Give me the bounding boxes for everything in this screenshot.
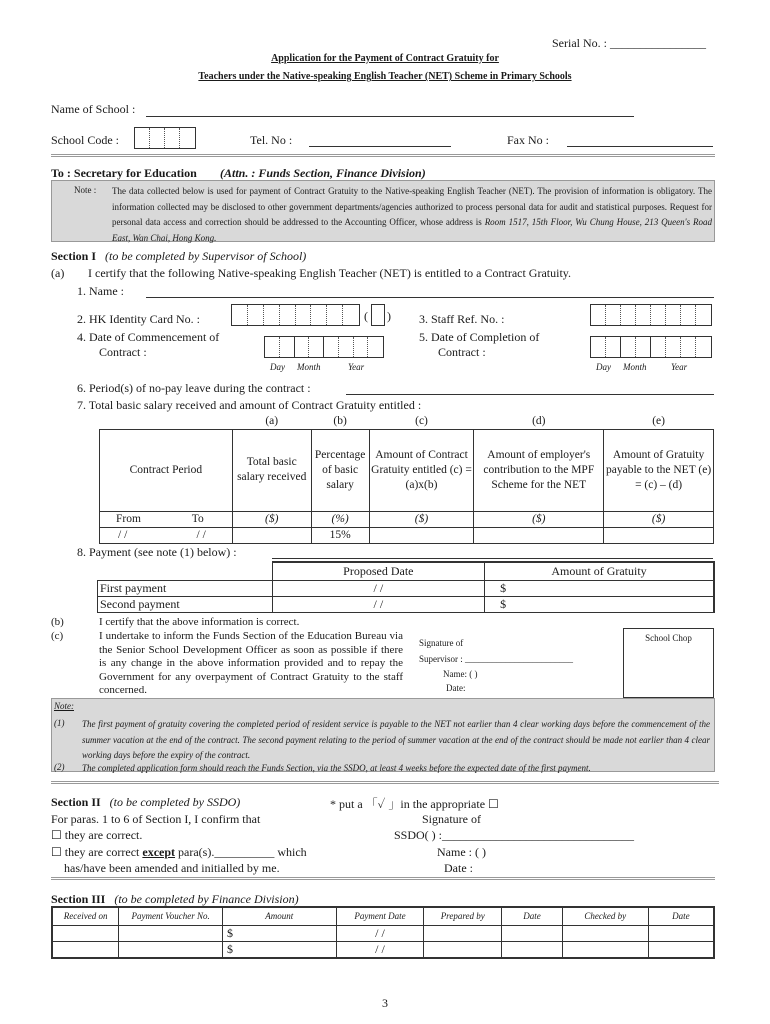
form-title-line2: Teachers under the Native-speaking English Teacher (NET) Scheme in Primary Schools xyxy=(198,71,572,82)
hkid-check-paren-open: ( xyxy=(364,309,368,323)
school-chop-label: School Chop xyxy=(645,633,692,643)
section3-heading: Section III (to be completed by Finance Division) xyxy=(51,892,299,906)
date-cell[interactable] xyxy=(502,925,563,941)
header-mpf-contribution: Amount of employer's contribution to the MPF Scheme for the NET xyxy=(474,429,604,511)
from-to-header xyxy=(100,511,233,527)
serial-no: Serial No. : ________________ xyxy=(552,36,706,50)
completion-year-caption: Year xyxy=(671,362,688,372)
prepared-by-cell[interactable] xyxy=(424,925,502,941)
note1-text: The first payment of gratuity covering the completed period of resident service is payable to the NET not earlier than 4 clear working days before the commencement of the summer vacation at the end of the contract. The second payment relating to the period of summer vacation at the end of the contract should be made not earlier than 4 clear working days before the expiry of the contract. xyxy=(82,719,710,760)
school-name-field[interactable] xyxy=(146,116,634,117)
divider xyxy=(51,781,719,784)
amount-header: Amount of Gratuity xyxy=(485,562,714,580)
school-name-label: Name of School : xyxy=(51,102,136,116)
header-voucher-no: Payment Voucher No. xyxy=(119,907,223,925)
privacy-note-text: The data collected below is used for payment of Contract Gratuity to the Native-speaking English Teacher (NET). The provision of information is obligatory. The information collected may be disclosed to other government departments/agencies authorized to process personal data for audit and statistical purposes. Request for personal data access and correction should be addressed to the Accounting Officer, whose address is Room 1517, 15th Floor, Wu Chung House, 213 Queen's Road East, Wan Chai, Hong Kong. xyxy=(112,186,712,243)
privacy-note-label: Note : xyxy=(74,185,97,195)
option-except-checkbox[interactable]: ☐ they are correct except para(s).__________ which xyxy=(51,845,307,859)
voucher-no-cell[interactable] xyxy=(119,941,223,958)
completion-date-field[interactable] xyxy=(590,336,712,358)
q5-label-line1: 5. Date of Completion of xyxy=(419,330,540,344)
fax-field[interactable] xyxy=(567,146,713,147)
header-date: Date xyxy=(502,907,563,925)
amount-cell[interactable]: $ xyxy=(223,925,337,941)
supervisor-signature-of: Signature of xyxy=(419,638,464,648)
item-b-text: I certify that the above information is correct. xyxy=(99,616,300,628)
from-label: From xyxy=(116,513,141,525)
section1-heading: Section I (to be completed by Supervisor of School) xyxy=(51,249,307,263)
second-payment-date[interactable]: / / xyxy=(272,596,484,612)
unit-b: (%) xyxy=(311,511,369,527)
header-checked-by: Checked by xyxy=(562,907,648,925)
privacy-note-box xyxy=(51,180,715,242)
supervisor-name-field[interactable]: Name: ( ) xyxy=(443,669,478,679)
col-letter-c: (c) xyxy=(369,414,474,429)
q8-label: 8. Payment (see note (1) below) : xyxy=(77,545,237,559)
date-cell[interactable] xyxy=(502,941,563,958)
item-c-text: I undertake to inform the Funds Section of the Education Bureau via the Senior School Development Officer as soon as possible if there is any change in the above information provided and to repay the Government for any overpayment of Contract Gratuity to the staff concerned. xyxy=(99,630,403,696)
col-letter-d: (d) xyxy=(474,414,604,429)
prepared-by-cell[interactable] xyxy=(424,941,502,958)
hkid-field[interactable] xyxy=(231,304,360,326)
date-from-field[interactable]: / / xyxy=(118,529,128,541)
tick-instruction: * put a 「✓ 」in the appropriate ☐ xyxy=(330,797,499,811)
divider xyxy=(51,877,715,880)
gratuity-entitled-field[interactable] xyxy=(369,527,474,543)
col-letter-b: (b) xyxy=(311,414,369,429)
q4-label-line2: Contract : xyxy=(99,345,147,359)
fax-label: Fax No : xyxy=(507,133,549,147)
header-received-on: Received on xyxy=(52,907,119,925)
option-correct-checkbox[interactable]: ☐ they are correct. xyxy=(51,828,143,842)
to-attn: (Attn. : Funds Section, Finance Division) xyxy=(220,166,426,180)
first-payment-amount[interactable]: $ xyxy=(485,580,714,596)
no-pay-leave-field[interactable] xyxy=(346,394,714,395)
notes-box xyxy=(51,698,715,772)
option-except-line2: has/have been amended and initialled by me. xyxy=(64,861,280,875)
q5-label-line2: Contract : xyxy=(438,345,486,359)
voucher-no-cell[interactable] xyxy=(119,925,223,941)
contract-period-header: Contract Period xyxy=(100,429,233,511)
checked-by-cell[interactable] xyxy=(562,925,648,941)
unit-a: ($) xyxy=(232,511,311,527)
item-a-text: I certify that the following Native-speaking English Teacher (NET) is entitled to a Contract Gratuity. xyxy=(88,266,572,280)
unit-d: ($) xyxy=(474,511,604,527)
school-code-label: School Code : xyxy=(51,133,119,147)
unit-c: ($) xyxy=(369,511,474,527)
q8-line xyxy=(272,558,713,559)
header-amount: Amount xyxy=(223,907,337,925)
commencement-day-caption: Day xyxy=(270,362,285,372)
note2-text: The completed application form should reach the Funds Section, via the SSDO, at least 4 weeks before the expected date of the first payment. xyxy=(82,763,591,773)
ssdo-name-field[interactable]: Name : ( ) xyxy=(437,845,486,859)
form-title-line1: Application for the Payment of Contract Gratuity for xyxy=(271,53,499,64)
header-prepared-by: Prepared by xyxy=(424,907,502,925)
q4-label-line1: 4. Date of Commencement of xyxy=(77,330,220,344)
page-number: 3 xyxy=(382,996,388,1010)
divider xyxy=(51,154,715,157)
amount-cell[interactable]: $ xyxy=(223,941,337,958)
q6-label: 6. Period(s) of no-pay leave during the contract : xyxy=(77,381,311,395)
tel-label: Tel. No : xyxy=(250,133,293,147)
commencement-year-caption: Year xyxy=(348,362,365,372)
item-b-label: (b) xyxy=(51,616,64,628)
hkid-check-paren-close: ) xyxy=(387,309,391,323)
header-payment-date: Payment Date xyxy=(336,907,424,925)
completion-day-caption: Day xyxy=(596,362,611,372)
hkid-check-digit-field[interactable] xyxy=(371,304,385,326)
second-payment-amount[interactable]: $ xyxy=(485,596,714,612)
gratuity-table xyxy=(99,414,714,544)
net-name-field[interactable] xyxy=(146,297,714,298)
received-on-cell[interactable] xyxy=(52,941,119,958)
finance-table xyxy=(51,906,715,959)
q1-label: 1. Name : xyxy=(77,284,124,298)
supervisor-date-field[interactable]: Date: xyxy=(446,683,466,693)
date-cell-2[interactable] xyxy=(648,925,714,941)
commencement-date-field[interactable] xyxy=(264,336,384,358)
supervisor-signature-field[interactable]: Supervisor : ________________________ xyxy=(419,654,573,664)
col-letter-a: (a) xyxy=(232,414,311,429)
school-chop-box[interactable] xyxy=(623,628,714,698)
q7-label: 7. Total basic salary received and amount of Contract Gratuity entitled : xyxy=(77,398,422,412)
item-c-label: (c) xyxy=(51,630,64,642)
paras-confirm-text: For paras. 1 to 6 of Section I, I confirm that xyxy=(51,812,261,826)
to-label: To xyxy=(191,513,204,525)
payment-date-cell[interactable]: / / xyxy=(336,925,424,941)
proposed-date-header: Proposed Date xyxy=(272,562,484,580)
first-payment-date[interactable]: / / xyxy=(272,580,484,596)
period-dates-cell[interactable] xyxy=(100,527,233,543)
ssdo-signature-of: Signature of xyxy=(422,812,481,826)
completion-month-caption: Month xyxy=(623,362,647,372)
payment-date-cell[interactable]: / / xyxy=(336,941,424,958)
item-a-label: (a) xyxy=(51,266,65,280)
date-cell-2[interactable] xyxy=(648,941,714,958)
header-gratuity-payable: Amount of Gratuity payable to the NET (e) = (c) – (d) xyxy=(604,429,714,511)
payment-table xyxy=(97,561,715,613)
unit-e: ($) xyxy=(604,511,714,527)
tel-field[interactable] xyxy=(309,146,451,147)
q3-label: 3. Staff Ref. No. : xyxy=(419,312,505,326)
q2-label: 2. HK Identity Card No. : xyxy=(77,312,200,326)
section2-heading: Section II (to be completed by SSDO) xyxy=(51,795,241,809)
school-code-field[interactable] xyxy=(134,127,196,149)
note1-label: (1) xyxy=(54,718,65,728)
ssdo-signature-field[interactable]: SSDO( ) :________________________________ xyxy=(394,828,635,842)
total-salary-field[interactable] xyxy=(232,527,311,543)
received-on-cell[interactable] xyxy=(52,925,119,941)
commencement-month-caption: Month xyxy=(297,362,321,372)
col-letter-e: (e) xyxy=(604,414,714,429)
first-payment-label: First payment xyxy=(98,580,273,596)
percentage-value: 15% xyxy=(311,527,369,543)
ssdo-date-field[interactable]: Date : xyxy=(444,861,473,875)
date-to-field[interactable]: / / xyxy=(196,529,206,541)
header-contract-gratuity: Amount of Contract Gratuity entitled (c) = (a)x(b) xyxy=(369,429,474,511)
second-payment-label: Second payment xyxy=(98,596,273,612)
note2-label: (2) xyxy=(54,762,65,772)
header-total-basic-salary: Total basic salary received xyxy=(232,429,311,511)
mpf-contribution-field[interactable] xyxy=(474,527,604,543)
header-date-2: Date xyxy=(648,907,714,925)
gratuity-payable-field[interactable] xyxy=(604,527,714,543)
checked-by-cell[interactable] xyxy=(562,941,648,958)
to-label: To : Secretary for Education xyxy=(51,166,197,180)
staff-ref-field[interactable] xyxy=(590,304,712,326)
notes-label: Note: xyxy=(54,701,74,711)
header-percentage: Percentage of basic salary xyxy=(311,429,369,511)
